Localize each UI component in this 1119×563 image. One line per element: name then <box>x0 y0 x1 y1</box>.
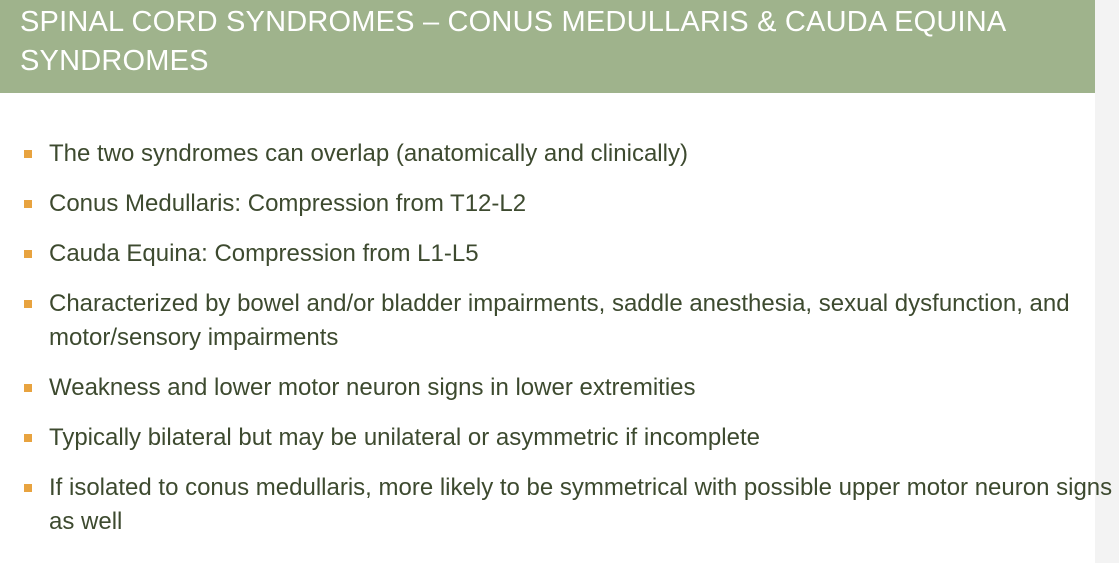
title-bar <box>0 0 1095 93</box>
bullet-list <box>24 137 1114 555</box>
bullet-item <box>24 471 1114 539</box>
bullet-text: Typically bilateral but may be unilateral or asymmetric if incomplete <box>49 424 760 451</box>
bullet-text: Conus Medullaris: Compression from T12-L2 <box>49 190 527 217</box>
bullet-text: The two syndromes can overlap (anatomically and clinically) <box>49 140 688 167</box>
bullet-text: If isolated to conus medullaris, more likely to be symmetrical with possible upper motor neuron signs as well <box>49 474 1113 535</box>
square-bullet-icon <box>24 300 32 308</box>
square-bullet-icon <box>24 434 32 442</box>
square-bullet-icon <box>24 200 32 208</box>
bullet-item <box>24 137 1114 171</box>
bullet-text: Weakness and lower motor neuron signs in lower extremities <box>49 374 696 401</box>
bullet-item <box>24 237 1114 271</box>
slide-title: SPINAL CORD SYNDROMES – CONUS MEDULLARIS & CAUDA EQUINA SYNDROMES <box>20 6 1005 77</box>
bullet-item <box>24 371 1114 405</box>
square-bullet-icon <box>24 484 32 492</box>
bullet-item <box>24 187 1114 221</box>
square-bullet-icon <box>24 150 32 158</box>
bullet-text: Characterized by bowel and/or bladder impairments, saddle anesthesia, sexual dysfunction, and motor/sensory impairments <box>49 290 1070 351</box>
square-bullet-icon <box>24 384 32 392</box>
bullet-text: Cauda Equina: Compression from L1-L5 <box>49 240 479 267</box>
bullet-item <box>24 421 1114 455</box>
bullet-item <box>24 287 1114 355</box>
square-bullet-icon <box>24 250 32 258</box>
